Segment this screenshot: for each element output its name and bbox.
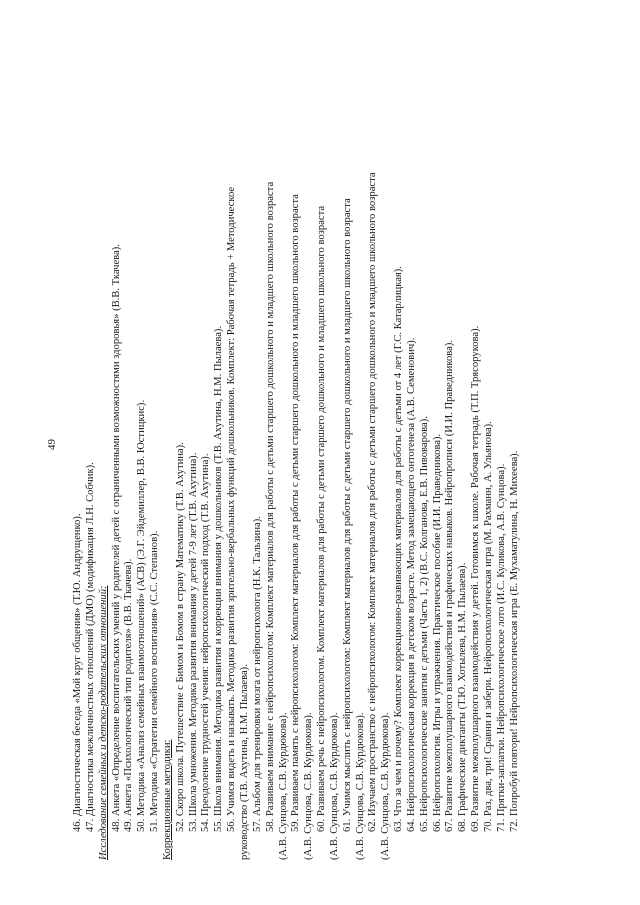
list-item-line: 51. Методика «Стратегии семейного воспитания» (С.С. Степанов). [149,530,161,832]
list-item-line: 53. Школа умножения. Методика развития внимания у детей 7-9 лет (Т.В. Ахутина). [187,452,199,832]
list-item-line: 56. Учимся видеть и называть. Методика развития зрительно-вербальных функций дошкольников. Комплект: Рабочая тетрадь + Методическое [226,186,238,832]
list-item-line: 47. Диагностика межличностных отношений (ДМО) (модификация Л.Н. Собчик). [84,462,96,832]
list-item-line: 64. Нейропсихологическая коррекция в детском возрасте. Метод замещающего онтогенеза (А.В. Семенович). [405,337,417,832]
list-item-line: 52. Скоро школа. Путешествие с Бимом и Бомом в страну Математику (Т.В. Ахутина). [174,442,186,832]
list-item-line: 54. Преодоление трудностей учения: нейропсихологический подход (Т.В. Ахутина). [200,453,212,832]
list-item-line: 58. Развиваем внимание с нейропсихологом: Комплект материалов для работы с детьми старшего дошкольного и младшего школьного возраста [264,181,276,832]
list-item-line: (А.В. Сунцова, С.В. Курдюкова). [277,712,289,860]
list-item-line: 50. Методика «Анализ семейных взаимоотношений» (АСВ) (Э.Г. Эйдемиллер, В.В. Юстицкис). [136,399,148,832]
list-item-line: 71. Прятки-заплатки. Нейропсихологическое лото (И.С. Куликова, А.В. Сунцова). [495,463,507,832]
list-item-line: 72. Попробуй повтори! Нейропсихологическая игра (Е. Мухаматулина, Н. Михеева). [508,450,520,832]
section-heading: Коррекционные методики: [161,739,173,860]
list-item-line: 46. Диагностическая беседа «Мой круг общения» (Т.Ю. Андрущенко). [72,513,83,832]
list-item-line: 49. Анкета «Психологический тип родителя» (В.В. Ткачева). [123,558,135,832]
list-item-line: 70. Раз, два, три! Сравни и забери. Нейропсихологическая игра (М. Рахманн, А. Ульянова). [483,421,494,832]
list-item-line: 68. Графические диктанты (Т.Ю. Хотылева, Н.М. Пылаева). [457,562,469,832]
list-item-line: руководство (Т.В. Ахутина, Н.М. Пылаева). [238,664,250,860]
list-item-line: 67. Развитие межполушарного взаимодействия и графических навыков. Нейропрописи (И.И. Праведникова). [444,340,456,832]
list-item-line: 60. Развиваем речь с нейропсихологом. Комплект материалов для работы с детьми старшего дошкольного и младшего школьного возраста [316,205,328,832]
list-item-line: 66. Нейропсихология. Игры и упражнения. Практическое пособие (И.И. Праведникова). [431,433,443,832]
list-item-line: (А.В. Сунцова, С.В. Курдюкова). [380,712,392,860]
list-item-line: (А.В. Сунцова, С.В. Курдюкова). [328,712,340,860]
list-item-line: 63. Что за чем и почему? Комплект коррекционно-развивающих материалов для работы с детьми от 4 лет (Г.С. Катарлицкая). [393,266,405,832]
list-item-line: (А.В. Сунцова, С.В. Курдюкова). [354,712,366,860]
list-item-line: 65. Нейропсихологические занятия с детьми (Часть 1, 2) (В.С. Колганова, Е.В. Пивоварова). [418,416,430,832]
list-item-line: 55. Школа внимания. Методика развития и коррекции внимания у дошкольников (Т.В. Ахутина, Н.М. Пылаева). [213,325,225,832]
list-item-line: 62. Изучаем пространство с нейропсихологом: Комплект материалов для работы с детьми старшего дошкольного и младшего школьного возраста [367,172,379,832]
list-item-line: 48. Анкета «Определение воспитательских умений у родителей детей с ограниченными возможностями здоровья» (В.В. Ткачева). [110,244,122,832]
list-item-line: 59. Развиваем память с нейропсихологом: Комплект материалов для работы с детьми старшего дошкольного и младшего школьного возраста [290,194,302,832]
reference-list [72,20,522,860]
list-item-line: 69. Развитие межполушарного взаимодействия у детей. Готовимся к школе. Рабочая тетрадь (Т.П. Трясорукова). [470,325,482,832]
list-item-line: 57. Альбом для тренировки мозга от нейропсихолога (Н.К. Тальзина). [251,516,263,832]
page-number: 49 [46,439,58,450]
list-item-line: (А.В. Сунцова, С.В. Курдюкова). [303,712,315,860]
list-item-line: 61. Учимся мыслить с нейропсихологом: Комплект материалов для работы с детьми старшего дошкольного и младшего школьного возраста [341,198,353,832]
section-heading: Исследование семейных и детско-родительских отношений: [97,585,109,860]
